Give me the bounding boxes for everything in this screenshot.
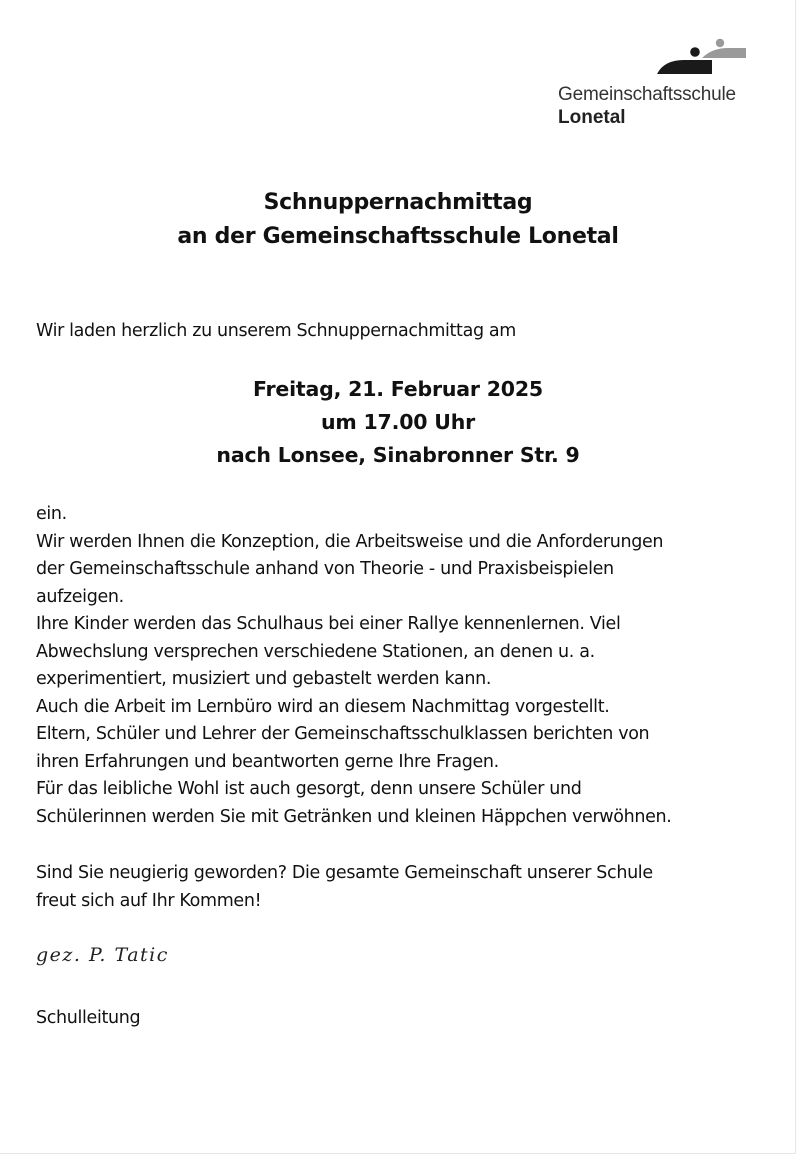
main-paragraph-line: aufzeigen.: [36, 586, 124, 607]
main-paragraph-line: experimentiert, musiziert und gebastelt werden kann.: [36, 669, 492, 689]
main-paragraph-line: Eltern, Schüler und Lehrer der Gemeinschaftsschulklassen berichten von: [36, 724, 650, 744]
main-paragraph-line: ein.: [36, 504, 67, 524]
main-paragraph-line: Wir werden Ihnen die Konzeption, die Arbeitsweise und die Anforderungen: [36, 531, 664, 552]
closing-paragraph-line: freut sich auf Ihr Kommen!: [36, 890, 262, 911]
event-details: [0, 373, 796, 472]
signoff: Schulleitung: [36, 1008, 141, 1028]
school-logo: [558, 36, 758, 136]
logo-school-name: Lonetal: [558, 107, 626, 128]
main-paragraph-line: ihren Erfahrungen und beantworten gerne Ihre Fragen.: [36, 751, 499, 772]
event-date: Freitag, 21. Februar 2025: [252, 377, 543, 401]
main-paragraph-line: der Gemeinschaftsschule anhand von Theorie - und Praxisbeispielen: [36, 559, 614, 579]
main-paragraph-line: Schülerinnen werden Sie mit Getränken und kleinen Häppchen verwöhnen.: [36, 806, 672, 827]
logo-school-type: Gemeinschaftsschule: [558, 84, 736, 105]
document-title: [0, 186, 796, 254]
event-location: nach Lonsee, Sinabronner Str. 9: [216, 443, 580, 467]
closing-paragraph-line: Sind Sie neugierig geworden? Die gesamte Gemeinschaft unserer Schule: [36, 863, 653, 883]
main-paragraph-line: Auch die Arbeit im Lernbüro wird an diesem Nachmittag vorgestellt.: [36, 696, 610, 717]
school-logo-mark-icon: [654, 36, 750, 80]
main-paragraph-line: Ihre Kinder werden das Schulhaus bei einer Rallye kennenlernen. Viel: [36, 614, 621, 634]
closing-paragraph: [36, 860, 653, 915]
title-line-2: an der Gemeinschaftsschule Lonetal: [177, 224, 619, 249]
main-paragraph-line: Abwechslung versprechen verschiedene Stationen, an denen u. a.: [36, 641, 595, 662]
signature: gez. P. Tatic: [36, 944, 169, 966]
intro-text: Wir laden herzlich zu unserem Schnuppernachmittag am: [36, 321, 516, 341]
event-time: um 17.00 Uhr: [320, 410, 476, 434]
title-line-1: Schnuppernachmittag: [263, 190, 533, 215]
main-paragraph-line: Für das leibliche Wohl ist auch gesorgt, denn unsere Schüler und: [36, 779, 582, 799]
main-paragraph: [36, 501, 671, 831]
